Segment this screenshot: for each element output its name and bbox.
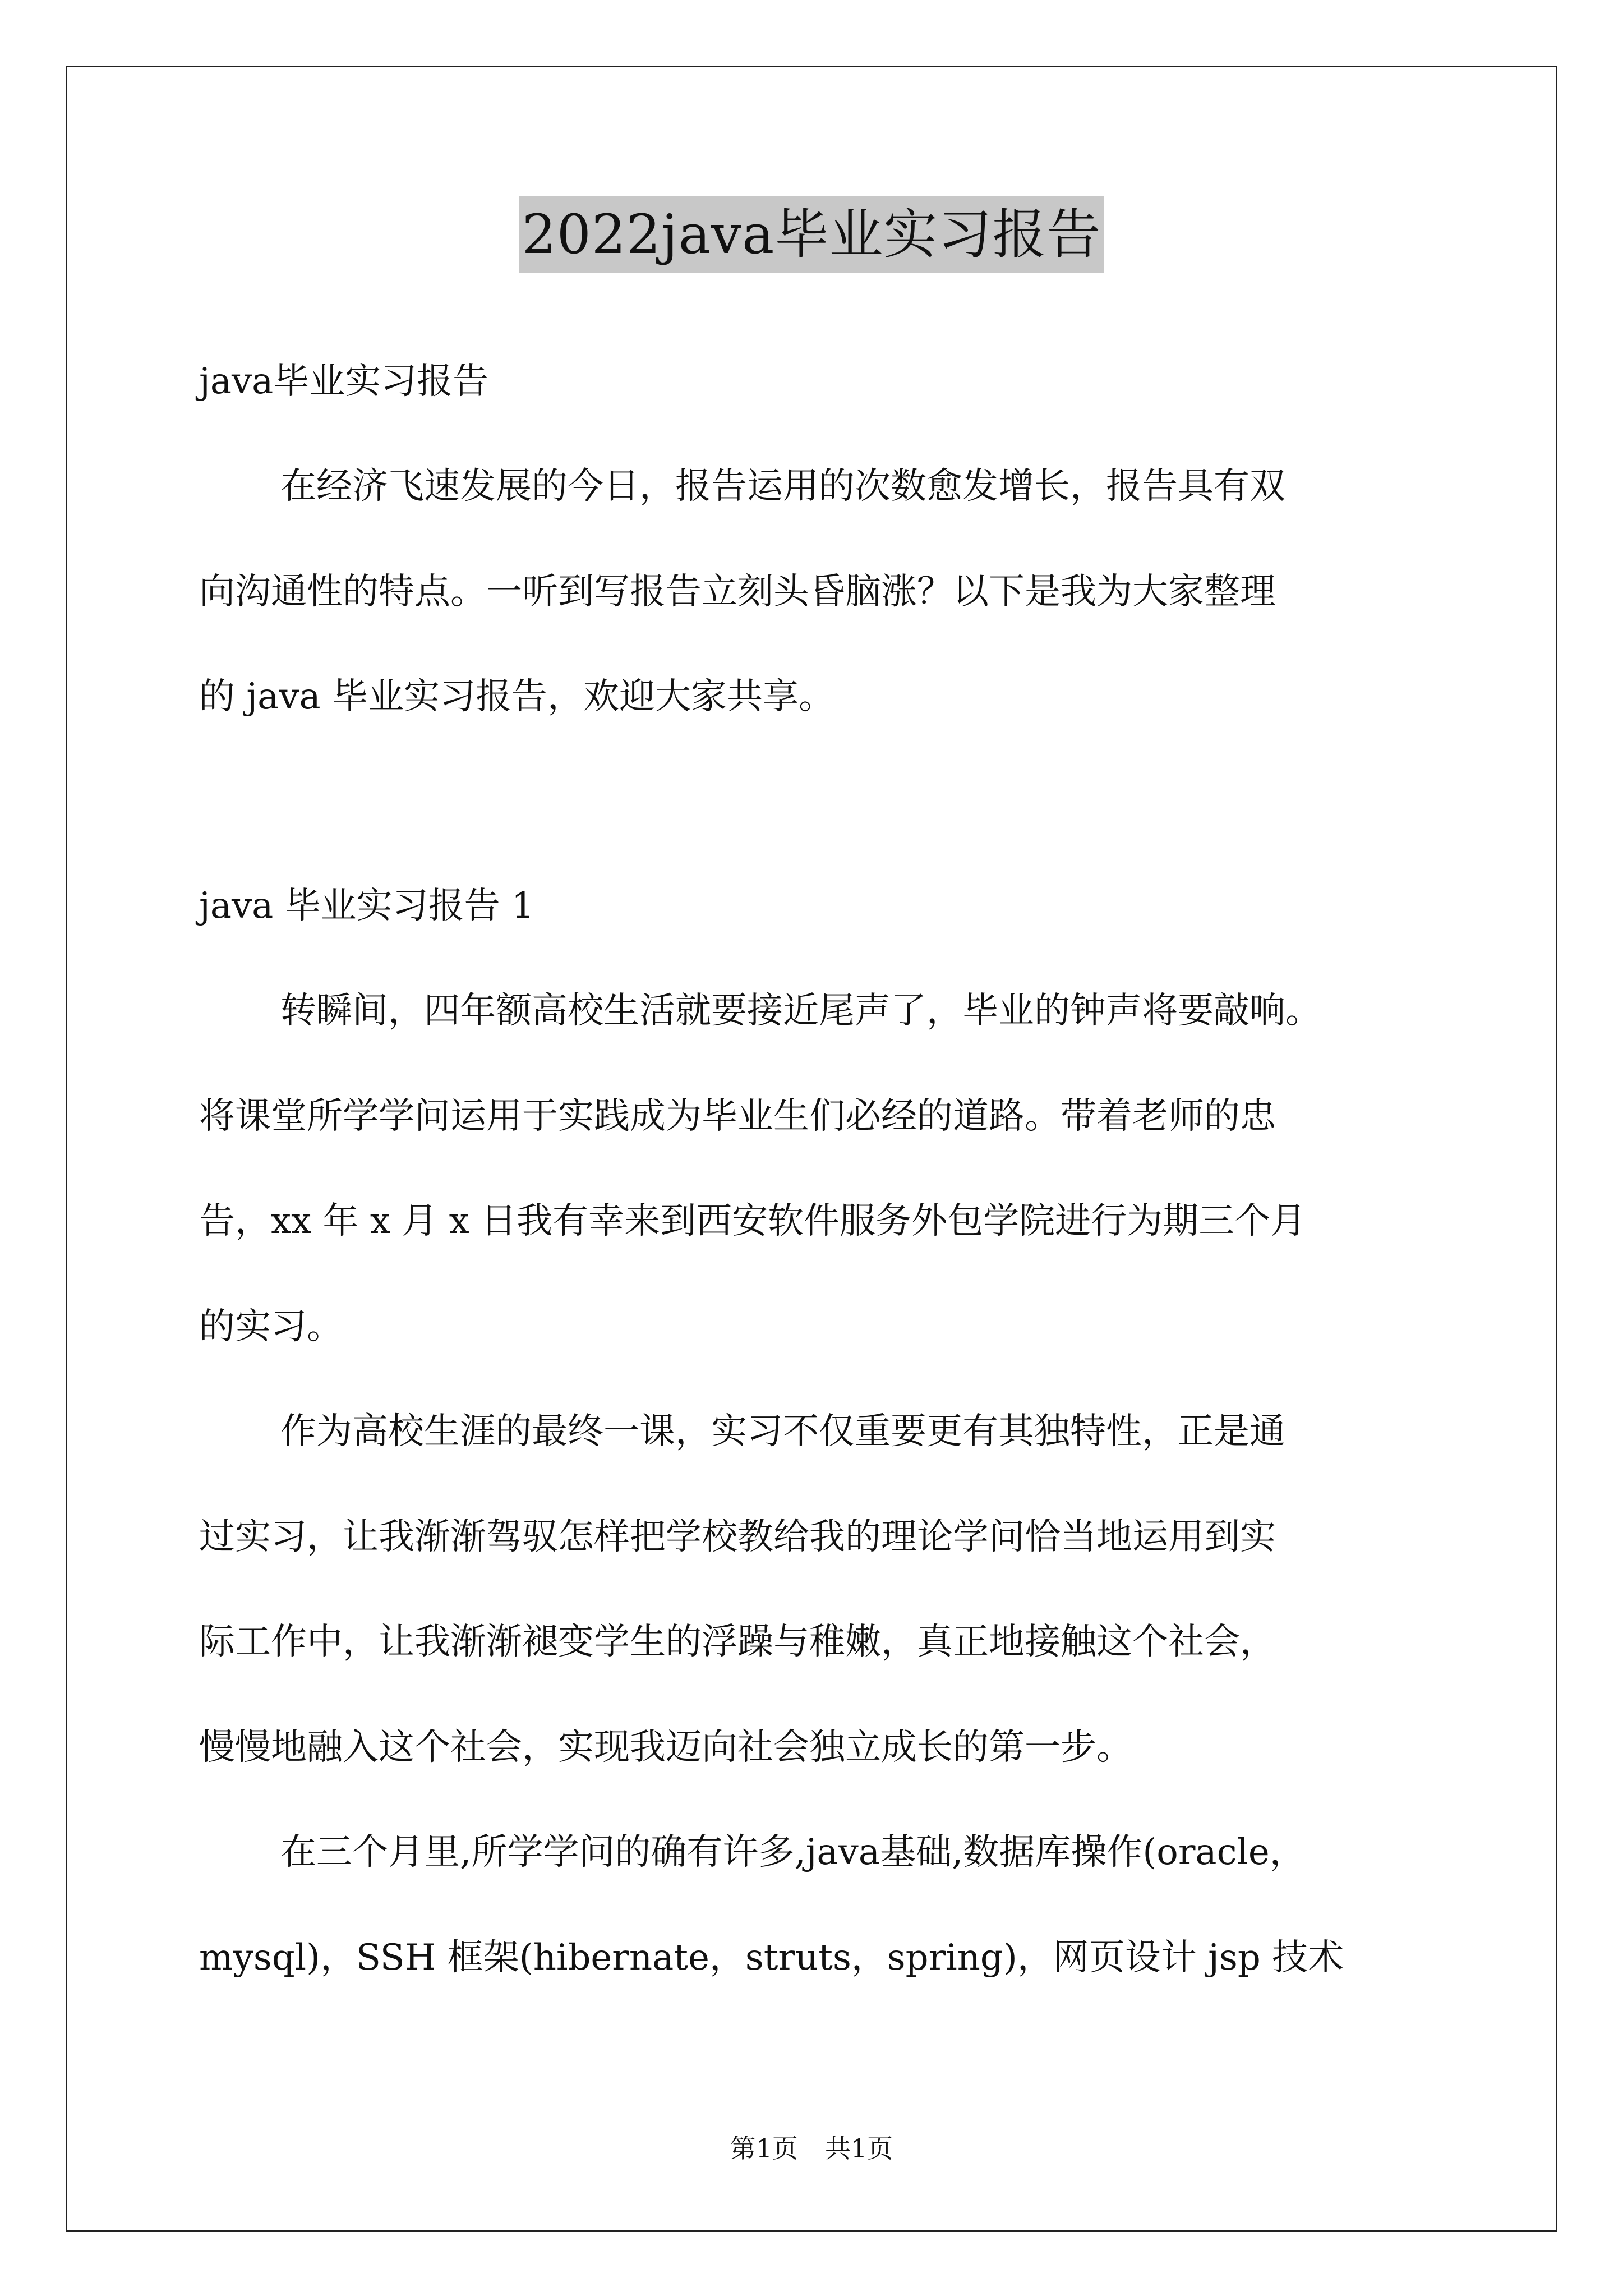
page-number: 第1页 (730, 2133, 798, 2164)
section-heading: java 毕业实习报告 1 (199, 885, 534, 927)
paragraph1-line-3: 告，xx 年 x 月 x 日我有幸来到西安软件服务外包学院进行为期三个月 (199, 1200, 1307, 1242)
document-title: 2022java毕业实习报告 (519, 196, 1105, 273)
intro-line-1: 在经济飞速发展的今日，报告运用的次数愈发增长，报告具有双 (280, 466, 1285, 507)
paragraph3-line-1: 在三个月里,所学学问的确有许多,java基础,数据库操作(oracle， (280, 1832, 1306, 1873)
document-subtitle: java毕业实习报告 (199, 361, 489, 402)
paragraph3-line-2: mysql)，SSH 框架(hibernate，struts，spring)，网页设计 jsp 技术 (199, 1937, 1344, 1978)
intro-line-3: 的 java 毕业实习报告，欢迎大家共享。 (199, 676, 834, 717)
paragraph2-line-1: 作为高校生涯的最终一课，实习不仅重要更有其独特性，正是通 (280, 1411, 1285, 1452)
intro-line-2: 向沟通性的特点。一听到写报告立刻头昏脑涨？以下是我为大家整理 (199, 571, 1276, 613)
paragraph1-line-1: 转瞬间，四年额高校生活就要接近尾声了，毕业的钟声将要敲响。 (280, 990, 1321, 1032)
page-total: 共1页 (825, 2133, 893, 2164)
page-footer (0, 2132, 1623, 2165)
paragraph1-line-2: 将课堂所学学问运用于实践成为毕业生们必经的道路。带着老师的忠 (199, 1096, 1276, 1137)
paragraph2-line-3: 际工作中，让我渐渐褪变学生的浮躁与稚嫩，真正地接触这个社会， (199, 1621, 1276, 1663)
paragraph1-line-4: 的实习。 (199, 1306, 343, 1347)
paragraph2-line-4: 慢慢地融入这个社会，实现我迈向社会独立成长的第一步。 (199, 1727, 1132, 1768)
title-wrap (0, 196, 1623, 273)
paragraph2-line-2: 过实习，让我渐渐驾驭怎样把学校教给我的理论学问恰当地运用到实 (199, 1516, 1276, 1558)
